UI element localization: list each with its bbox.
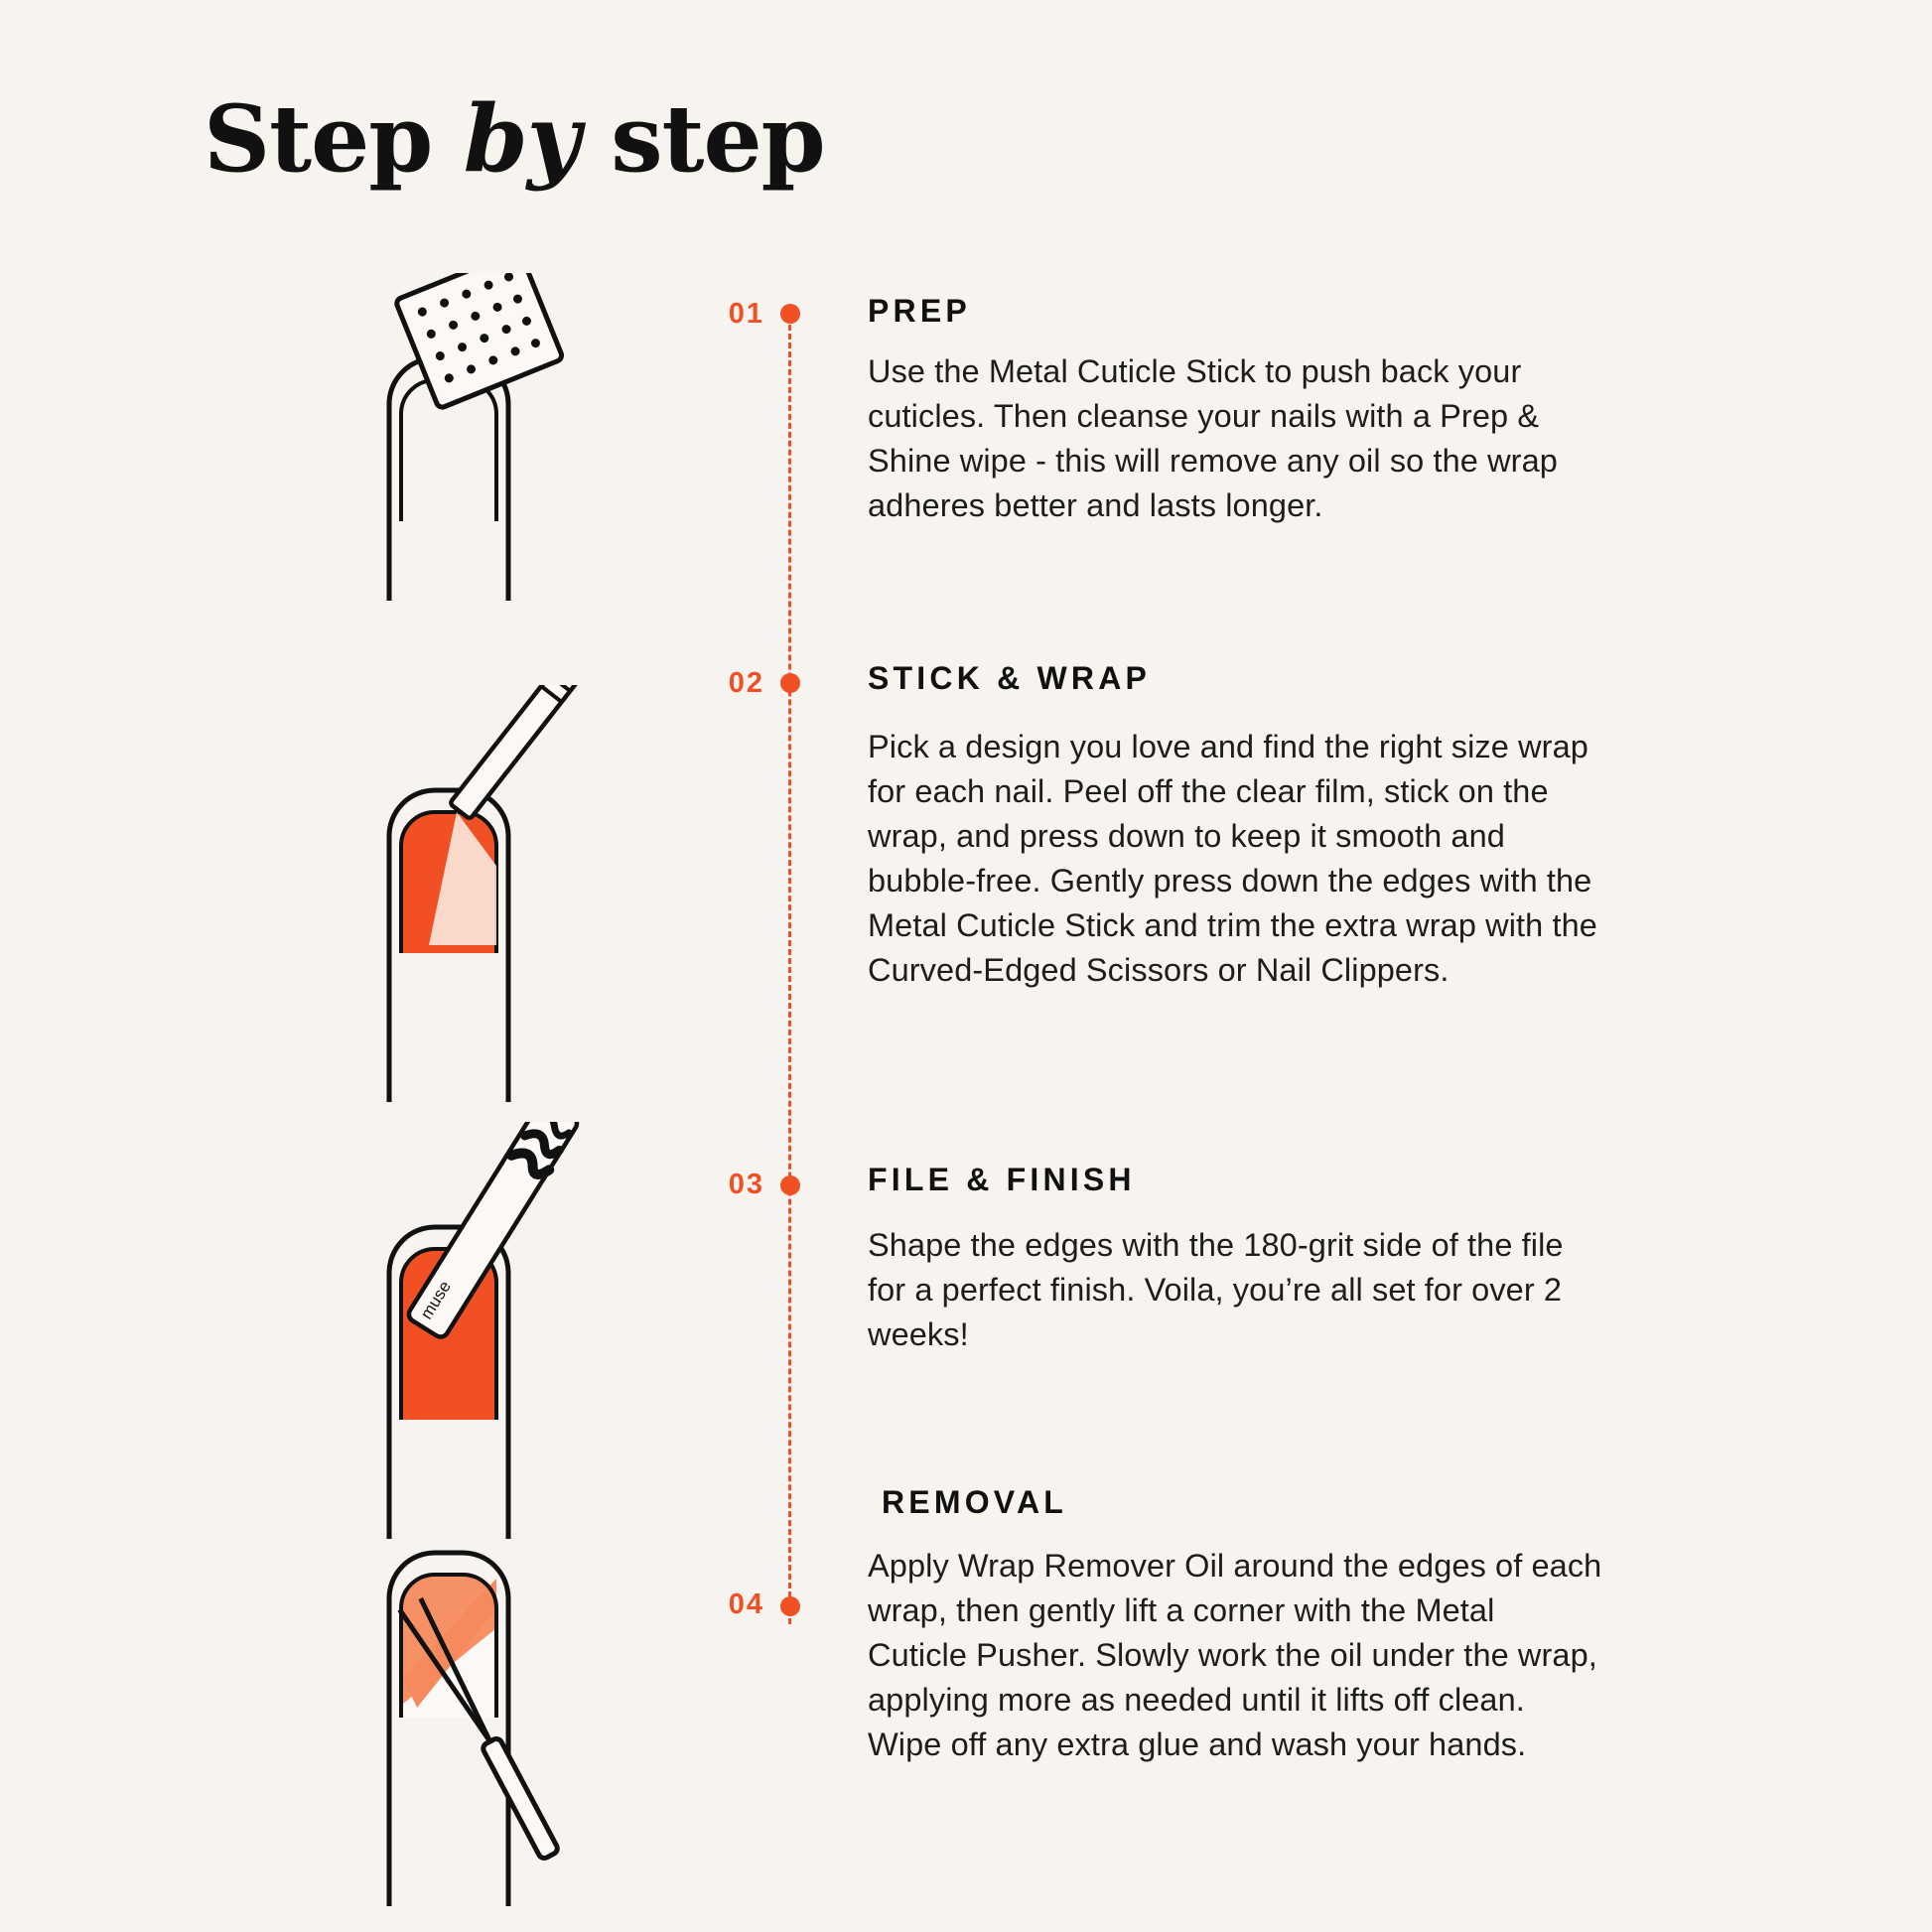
timeline-dot-01	[780, 304, 800, 324]
step-heading-01: PREP	[868, 293, 971, 329]
step-heading-02: STICK & WRAP	[868, 660, 1152, 696]
step-number-02: 02	[728, 667, 764, 699]
finger-with-buffer-pad-icon	[357, 273, 655, 601]
file-brand-label: muse	[416, 1277, 455, 1323]
step-body-02: Pick a design you love and find the right size wrap for each nail. Peel off the clear film, stick on the wrap, and press down to keep it smooth and bubble-free. Gently press down the edges with the Metal Cuticle Stick and trim the extra wrap with the Curved-Edged Scissors or Nail Clippers.	[868, 729, 1597, 988]
step-body-03: Shape the edges with the 180-grit side of the file for a perfect finish. Voila, you’re all set for over 2 weeks!	[868, 1227, 1564, 1352]
step-body-01: Use the Metal Cuticle Stick to push back your cuticles. Then cleanse your nails with a Prep & Shine wipe - this will remove any oil so the wrap adheres better and lasts longer.	[868, 353, 1558, 523]
page-title-word-1: Step	[204, 84, 433, 193]
illustration-file-finish	[357, 1122, 675, 1544]
step-number-03: 03	[728, 1169, 764, 1200]
timeline-dot-04	[780, 1596, 800, 1616]
illustration-removal	[357, 1509, 655, 1911]
finger-with-nail-file-icon	[357, 1122, 675, 1539]
illustration-stick-wrap	[357, 685, 655, 1107]
page-title-word-3: step	[611, 84, 825, 193]
finger-with-cuticle-stick-icon	[357, 685, 655, 1102]
step-body-04: Apply Wrap Remover Oil around the edges of each wrap, then gently lift a corner with the Metal Cuticle Pusher. Slowly work the oil under the wrap, applying more as needed until it lifts off clean. Wipe off any extra glue and wash your hands.	[868, 1548, 1602, 1762]
page-title-word-2: by	[463, 84, 580, 193]
timeline-dot-02	[780, 673, 800, 693]
step-heading-04: REMOVAL	[882, 1484, 1068, 1520]
page-title	[204, 84, 825, 193]
timeline-dot-03	[780, 1175, 800, 1195]
step-heading-03: FILE & FINISH	[868, 1162, 1136, 1197]
finger-with-remover-tool-icon	[357, 1509, 655, 1906]
step-number-04: 04	[728, 1588, 764, 1620]
illustration-prep	[357, 273, 655, 606]
step-number-01: 01	[728, 298, 764, 330]
timeline-line	[788, 316, 793, 1624]
